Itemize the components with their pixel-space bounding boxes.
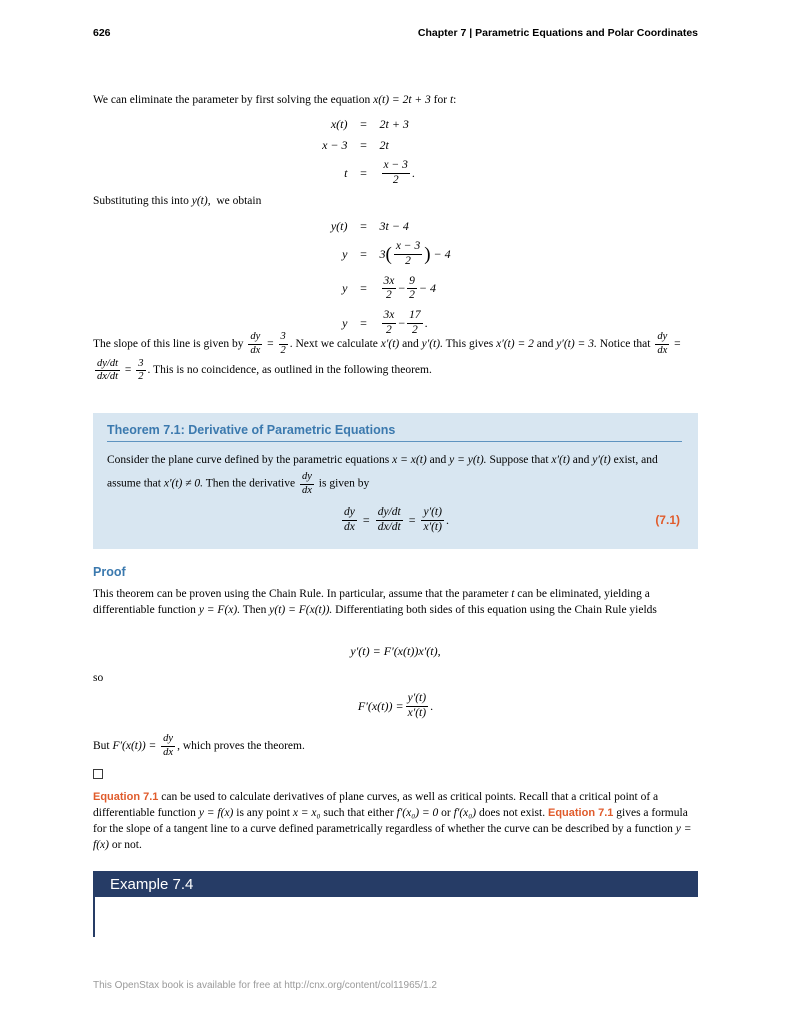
- theorem-box: [93, 413, 698, 549]
- fraction: $\frac{dy}{dx}$: [301, 471, 312, 496]
- fraction: $\frac{y'(t)}{x'(t)}$: [423, 506, 442, 533]
- example-header-bar: [93, 871, 698, 897]
- theorem-equation: $\frac{dy}{dx}$ = $\frac{dy/dt}{dx/dt}$ = $\frac{y'(t)}{x'(t)}$ . (7.1): [344, 506, 680, 533]
- fraction: $\frac{3}{2}$: [280, 331, 286, 356]
- intro-paragraph: We can eliminate the parameter by first solving the equation x(t) = 2t + 3 for t:: [93, 94, 457, 106]
- fraction: $\frac{dy/dt}{dx/dt}$: [377, 506, 401, 533]
- fraction: $\frac{3}{2}$: [138, 357, 144, 383]
- example-left-rule: [93, 897, 95, 937]
- so-text: so: [93, 672, 104, 684]
- fraction: x − 3 2: [383, 159, 408, 186]
- fraction: $\frac{9}{2}$: [409, 274, 415, 302]
- qed-mark: [93, 769, 698, 782]
- display-equation-2: F′(x(t)) = $\frac{y'(t)}{x'(t)}$ .: [357, 692, 434, 719]
- footer-text: This OpenStax book is available for free at http://cnx.org/content/col11965/1.2: [93, 980, 437, 991]
- chapter-title: Chapter 7 | Parametric Equations and Polar Coordinates: [417, 27, 698, 39]
- fraction: 3x 2: [383, 274, 395, 302]
- equation-row: x − 3 = 2t: [322, 138, 389, 152]
- right-paren: ): [424, 243, 431, 265]
- equation-row: t = x − 3 2 .: [344, 159, 415, 186]
- equation-71-link: Equation 7.1: [93, 791, 159, 803]
- equation-stack-2: [93, 216, 698, 341]
- fraction: $\frac{17}{2}$: [409, 309, 421, 336]
- fraction: $\frac{dy/dt}{dx/dt}$: [97, 357, 118, 383]
- theorem-title: Theorem 7.1: Derivative of Parametric Equations: [107, 423, 682, 442]
- intro-math: x(t) = 2t + 3: [373, 94, 431, 106]
- proof-paragraph: This theorem can be proven using the Chain Rule. In particular, assume that the parameter t can be eliminated, yielding a differentiable function y = F(x). Then y(t) = F(x(t)). Differentiating both sides of this equation using the Chain Rule yields: [93, 588, 657, 616]
- qed-square: [93, 769, 103, 779]
- fraction: $\frac{dy}{dx}$: [250, 331, 261, 356]
- equation-row: y = 3 ( x − 3 2 ) − 4: [342, 240, 451, 267]
- equation-row: x(t) = 2t + 3: [330, 117, 409, 131]
- substitution-paragraph: Substituting this into y(t), we obtain: [93, 195, 262, 207]
- fraction: $\frac{dy}{dx}$: [163, 733, 174, 758]
- equation-row: y(t) = 3t − 4: [330, 219, 409, 233]
- page-header: [93, 27, 698, 39]
- fraction: x − 3 2: [395, 240, 421, 267]
- equation-stack-1: [93, 114, 698, 191]
- equation-row: y = 3x 2 − $\frac{9}{2}$ − 4: [342, 274, 436, 302]
- fraction: 3x 2: [383, 309, 395, 336]
- theorem-body: Consider the plane curve defined by the parametric equations x = x(t) and y = y(t). Suppose that x′(t) and y′(t) exist, and assume that x′(t) ≠ 0. Then the derivative $\frac{dy}{dx}$ is given by: [107, 454, 658, 496]
- slope-paragraph: The slope of this line is given by $\frac{dy}{dx}$ = $\frac{3}{2}$ . Next we calculate x′(t) and y′(t). This gives x′(t) = 2 and y′(t) = 3. Notice that $\frac{dy}{dx}$ = $\frac{dy/dt}{dx/dt}$ = $\frac{3}{2}$ . This is no coincidence, as outlined in the following theorem.: [93, 331, 681, 383]
- equation-row: y = 3x 2 − $\frac{17}{2}$ .: [342, 309, 428, 336]
- proof-heading: Proof: [93, 565, 126, 579]
- example-title: Example 7.4: [110, 875, 194, 893]
- equation-number: (7.1): [655, 513, 680, 528]
- left-paren: (: [385, 243, 392, 265]
- equation-71-link: Equation 7.1: [547, 807, 614, 819]
- fraction: $\frac{dy}{dx}$: [657, 331, 668, 356]
- fraction: $\frac{dy}{dx}$: [344, 506, 355, 533]
- fraction: $\frac{y'(t)}{x'(t)}$: [407, 692, 427, 719]
- display-equation-1: y′(t) = F′(x(t))x′(t),: [350, 644, 441, 658]
- page-number: 626: [93, 27, 111, 39]
- conclusion-paragraph: But F′(x(t)) = $\frac{dy}{dx}$ , which proves the theorem.: [93, 733, 305, 758]
- intro-text: We can eliminate the parameter by first solving the equation: [93, 94, 371, 106]
- equation-71-paragraph: Equation 7.1 can be used to calculate derivatives of plane curves, as well as critical points. Recall that a critical point of a differentiable function y = f(x) is any point x = x₀ such that either f′(x₀) = 0 or f′(x₀) does not exist. Equation 7.1 gives a formula for the slope of a tangent line to a curve defined parametrically regardless of whether the curve can be described by a function y = f(x) or not.: [93, 791, 692, 851]
